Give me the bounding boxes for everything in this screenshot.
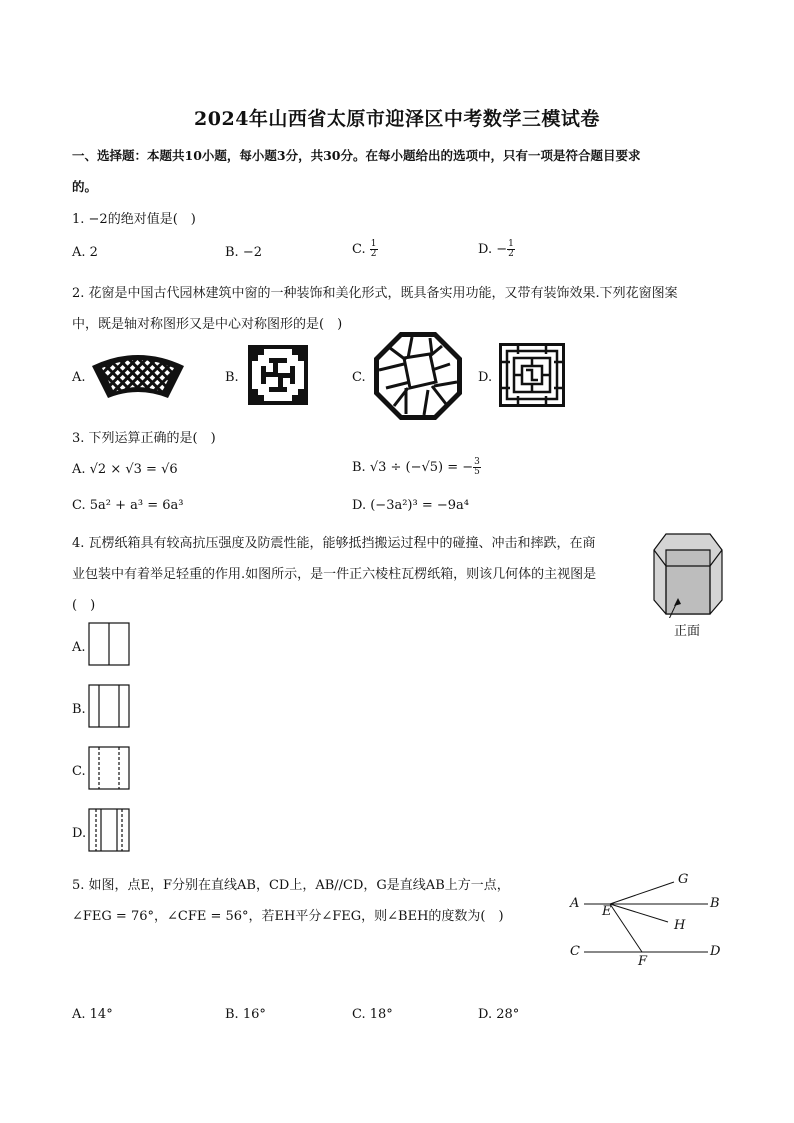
front-view-option-a-icon [88,622,132,668]
q2-stem-line2: 中，既是轴对称图形又是中心对称图形的是( ) [72,317,343,332]
q3-option-c[interactable]: C. 5a² + a³ = 6a³ [72,498,184,513]
q1-option-d-fraction [507,240,515,259]
point-label-a: A [570,896,580,911]
q1-c-denominator: 2 [370,249,377,259]
q2-option-c-label: C. [352,370,366,385]
q1-c-numerator: 1 [370,239,377,249]
q3-b-denominator: 5 [474,467,480,477]
q3-option-b[interactable] [352,458,481,477]
q1-option-a[interactable]: A. 2 [72,245,98,260]
q1-option-b[interactable]: B. −2 [225,245,262,260]
section-header-line2: 的。 [72,179,98,194]
q3-option-a[interactable]: A. √2 × √3 = √6 [72,462,178,477]
hexagonal-prism-figure [648,528,728,640]
q1-option-d[interactable] [478,240,515,259]
q5-geometry-figure [566,866,726,970]
front-view-option-d-icon [88,808,132,854]
q3-option-b-fraction [473,458,481,477]
point-label-d: D [710,944,721,959]
q1-d-denominator: 2 [508,249,514,259]
q1-option-c-label: C. [352,242,366,257]
q3-b-numerator: 3 [474,457,480,467]
q4-option-c-label: C. [72,764,86,779]
point-label-e: E [602,904,612,919]
q5-option-d[interactable]: D. 28° [478,1007,520,1022]
q1-option-c-fraction [370,240,378,259]
point-label-f: F [638,954,648,969]
front-view-option-c-icon [88,746,132,792]
q5-option-a[interactable]: A. 14° [72,1007,113,1022]
point-label-b: B [710,896,720,911]
q4-option-a-label: A. [72,640,86,655]
q1-option-d-label: D. − [478,242,508,257]
q4-stem-line3: ( ) [72,598,96,613]
q5-option-b[interactable]: B. 16° [225,1007,266,1022]
square-lattice-window-icon [247,344,309,406]
q1-option-c[interactable] [352,240,378,259]
q1-stem: 1. −2的绝对值是( ) [72,212,196,227]
point-label-h: H [674,918,686,933]
page-title: 2024年山西省太原市迎泽区中考数学三模试卷 [194,108,600,130]
q4-stem-line1: 4. 瓦楞纸箱具有较高抗压强度及防震性能，能够抵挡搬运过程中的碰撞、冲击和摔跌，在商 [72,536,596,551]
q3-option-b-main: B. √3 ÷ (−√5) = − [352,460,474,475]
point-label-c: C [570,944,580,959]
q4-option-b-label: B. [72,702,86,717]
front-view-option-b-icon [88,684,132,730]
hexagonal-prism-icon [648,528,728,618]
section-header-line1: 一、选择题：本题共10小题，每小题3分，共30分。在每小题给出的选项中，只有一项是符合题目要求 [72,148,641,163]
q2-option-b-label: B. [225,370,239,385]
q3-option-d[interactable]: D. (−3a²)³ = −9a⁴ [352,498,469,513]
q4-option-d-label: D. [72,826,87,841]
point-label-g: G [678,872,689,887]
q2-stem-line1: 2. 花窗是中国古代园林建筑中窗的一种装饰和美化形式，既具备实用功能，又带有装饰效果.下列花窗图案 [72,286,678,301]
q5-stem-line2: ∠FEG = 76°，∠CFE = 56°，若EH平分∠FEG，则∠BEH的度数为( ) [72,909,504,924]
fan-lattice-window-icon [88,348,188,408]
q3-stem: 3. 下列运算正确的是( ) [72,431,216,446]
q2-option-d-label: D. [478,370,493,385]
q5-stem-line1: 5. 如图，点E，F分别在直线AB，CD上，AB//CD，G是直线AB上方一点， [72,878,510,893]
q5-option-c[interactable]: C. 18° [352,1007,393,1022]
front-label: 正面 [674,624,701,639]
square-maze-window-icon [498,342,566,408]
q1-d-numerator: 1 [508,239,514,249]
q4-stem-line2: 业包装中有着举足轻重的作用.如图所示，是一件正六棱柱瓦楞纸箱，则该几何体的主视图是 [72,567,597,582]
q2-option-a-label: A. [72,370,86,385]
octagon-window-icon [372,330,464,422]
